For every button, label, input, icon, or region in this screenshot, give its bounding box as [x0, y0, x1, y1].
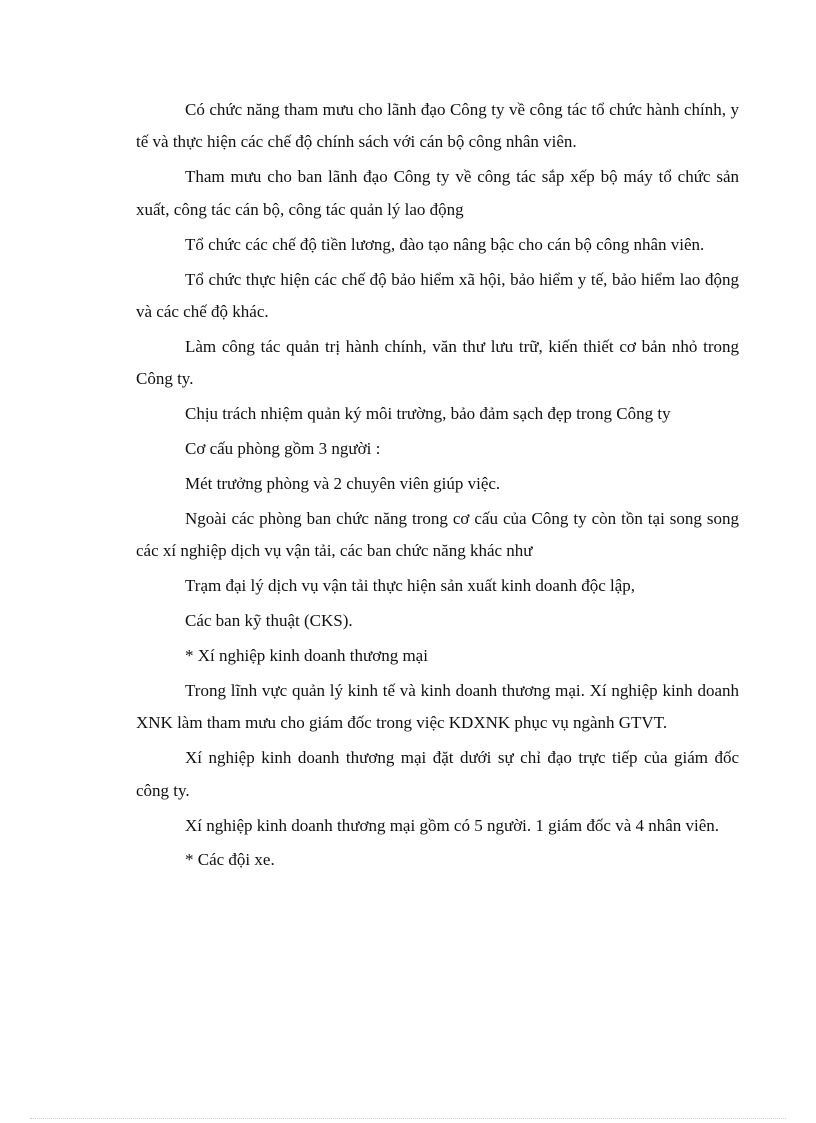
paragraph-transport-agency: Trạm đại lý dịch vụ vận tải thực hiện sản xuất kinh doanh độc lập,: [185, 576, 636, 596]
paragraph-department-structure: Cơ cấu phòng gồm 3 người :: [185, 439, 381, 459]
paragraph-admin-function: Có chức năng tham mưu cho lãnh đạo Công ty về công tác tổ chức hành chính, y tế và thực hiện các chế độ chính sách với cán bộ công nhân viên.: [136, 100, 739, 152]
paragraph-other-units: Ngoài các phòng ban chức năng trong cơ cấu của Công ty còn tồn tại song song các xí nghiệp dịch vụ vận tải, các ban chức năng khác như: [136, 508, 739, 561]
paragraph-salary-training: Tổ chức các chế độ tiền lương, đào tạo nâng bậc cho cán bộ công nhân viên.: [185, 234, 705, 254]
paragraph-technical-boards: Các ban kỹ thuật (CKS).: [185, 611, 353, 631]
document-page: [136, 94, 739, 877]
paragraph-environment: Chịu trách nhiệm quản ký môi trường, bảo đảm sạch đẹp trong Công ty: [185, 404, 671, 424]
page-bottom-divider: [30, 1118, 786, 1119]
paragraph-trading-supervision: Xí nghiệp kinh doanh thương mại đặt dưới sự chỉ đạo trực tiếp của giám đốc công ty.: [136, 748, 739, 800]
paragraph-advise-leadership: Tham mưu cho ban lãnh đạo Công ty về công tác sắp xếp bộ máy tổ chức sản xuất, công tác cán bộ, công tác quản lý lao động: [136, 167, 739, 219]
section-heading-trading-enterprise: * Xí nghiệp kinh doanh thương mại: [185, 646, 428, 665]
paragraph-insurance: Tổ chức thực hiện các chế độ bảo hiểm xã hội, bảo hiểm y tế, bảo hiểm lao động và các chế độ khác.: [136, 269, 739, 321]
paragraph-staff-composition: Mét trưởng phòng và 2 chuyên viên giúp việc.: [185, 473, 501, 493]
paragraph-trading-role: Trong lĩnh vực quản lý kinh tế và kinh doanh thương mại. Xí nghiệp kinh doanh XNK làm tham mưu cho giám đốc trong việc KDXNK phục vụ ngành GTVT.: [136, 680, 739, 733]
paragraph-trading-staff: Xí nghiệp kinh doanh thương mại gồm có 5 người. 1 giám đốc và 4 nhân viên.: [185, 815, 720, 835]
section-heading-vehicle-teams: * Các đội xe.: [185, 850, 275, 870]
paragraph-administration: Làm công tác quản trị hành chính, văn thư lưu trữ, kiến thiết cơ bản nhỏ trong Công ty.: [136, 336, 739, 389]
